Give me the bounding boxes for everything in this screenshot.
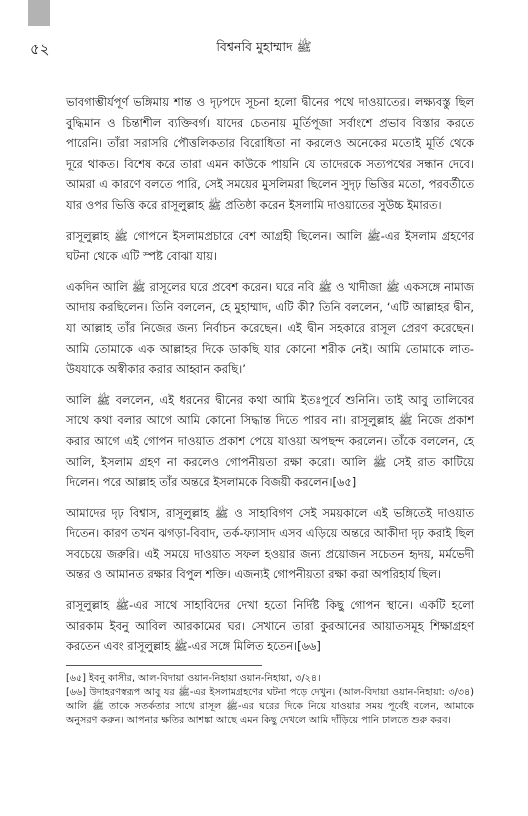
paragraph: রাসূলুল্লাহ ﷺ গোপনে ইসলামপ্রচারে বেশ আগ্রহী ছিলেন। আলি ﷺ-এর ইসলাম গ্রহণের ঘটনা থেকে এটি স্পষ্ট বোঝা যায়। — [66, 228, 475, 264]
page-number: ৫২ — [30, 40, 50, 58]
paragraph: ভাবগাম্ভীর্যপূর্ণ ভঙ্গিমায় শান্ত ও দৃঢ়পদে সূচনা হলো দ্বীনের পথে দাওয়াতের। লক্ষ্যবস্তু ছিল বুদ্ধিমান ও চিন্তাশীল ব্যক্তিবর্গ। যাদের চেতনায় মূর্তিপূজা সর্বাংশে প্রভাব বিস্তার করতে পারেনি। তাঁরা সরাসরি পৌত্তলিকতার বিরোধিতা না করলেও অনেকের মতোই মূর্তি থেকে দূরে থাকত। বিশেষ করে তারা এমন কাউকে পায়নি যে তাদেরকে সত্যপথের সন্ধান দেবে। আমরা এ কারণে বলতে পারি, সেই সময়ের মুসলিমরা ছিলেন সুদৃঢ় ভিত্তির মতো, পরবর্তীতে যার ওপর ভিত্তি করে রাসূলুল্লাহ ﷺ প্রতিষ্ঠা করেন ইসলামি দাওয়াতের সুউচ্চ ইমারত। — [66, 95, 474, 212]
paragraph: আলি ﷺ বললেন, এই ধরনের দ্বীনের কথা আমি ইতঃপূর্বে শুনিনি। তাই আবু তালিবের সাথে কথা বলার আগে আমি কোনো সিদ্ধান্ত দিতে পারব না। রাসূলুল্লাহ ﷺ নিজে প্রকাশ করার আগে এই গোপন দাওয়াত প্রকাশ পেয়ে যাওয়া অপছন্দ করলেন। তাঁকে বললেন, হে আলি, ইসলাম গ্রহণ না করলেও গোপনীয়তা রক্ষা করো। আলি ﷺ সেই রাত কাটিয়ে দিলেন। পরে আল্লাহ তাঁর অন্তরে ইসলামকে বিজয়ী করলেন।[৬৫] — [66, 392, 475, 490]
footnote-divider — [66, 665, 262, 666]
footnote: [৬৫] ইবনু কাসীর, আল-বিদায়া ওয়ান-নিহায়া ওয়ান-নিহায়া, ৩/২৪। — [66, 672, 321, 684]
paragraph: আমাদের দৃঢ় বিশ্বাস, রাসূলুল্লাহ ﷺ ও সাহাবিগণ সেই সময়কালে এই ভঙ্গিতেই দাওয়াত দিতেন। কারণ তখন ঝগড়া-বিবাদ, তর্ক-ফ্যাসাদ এসব এড়িয়ে অন্তরে আকীদা দৃঢ় করাই ছিল সবচেয়ে জরুরি। এই সময়ে দাওয়াত সফল হওয়ার জন্য প্রয়োজন সচেতন হৃদয়, মর্মভেদী অন্তর ও আমানত রক্ষার বিপুল শক্তি। এজন্যই গোপনীয়তা রক্ষা করা অপরিহার্য ছিল। — [66, 505, 474, 582]
paragraph: রাসূলুল্লাহ ﷺ-এর সাথে সাহাবিদের দেখা হতো নির্দিষ্ট কিছু গোপন স্থানে। একটি হলো আরকাম ইবনু আবিল আরকামের ঘর। সেখানে তারা কুরআনের আয়াতসমূহ শিক্ষাগ্রহণ করতেন এবং রাসূলুল্লাহ ﷺ-এর সঙ্গে মিলিত হতেন।[৬৬] — [66, 598, 475, 654]
footnote: [৬৬] উদাহরণস্বরূপ আবু যর ﷺ-এর ইসলামগ্রহণের ঘটনা পড়ে দেখুন। (আল-বিদায়া ওয়ান-নিহায়া: ৩/৩৪) আলি ﷺ তাকে সতর্কতার সাথে রাসূল ﷺ-এর ঘরের দিকে নিয়ে যাওয়ার সময় পূর্বেই বলেন, আমাকে অনুসরণ করুন। আপনার ক্ষতির আশঙ্কা আছে এমন কিছু দেখলে আমি দাঁড়িয়ে পানি ঢালতে শুরু করব। — [66, 687, 475, 727]
page-header — [30, 38, 498, 58]
page-body — [66, 92, 474, 729]
paragraph: একদিন আলি ﷺ রাসূলের ঘরে প্রবেশ করেন। ঘরে নবি ﷺ ও খাদীজা ﷺ একসঙ্গে নামাজ আদায় করছিলেন। তিনি বললেন, হে মুহাম্মাদ, এটি কী? তিনি বললেন, ‘এটি আল্লাহর দ্বীন, যা আল্লাহ তাঁর নিজের জন্য নির্বাচন করেছেন। এই দ্বীন সহকারে রাসূল প্রেরণ করেছেন। আমি তোমাকে এক আল্লাহর দিকে ডাকছি যার কোনো শরীক নেই। আমি তোমাকে লাত-উযযাকে অস্বীকার করার আহ্বান করছি।’ — [66, 279, 474, 377]
running-head: বিশ্বনবি মুহাম্মাদ ﷺ — [216, 39, 312, 54]
page-corner-tab — [28, 0, 50, 26]
